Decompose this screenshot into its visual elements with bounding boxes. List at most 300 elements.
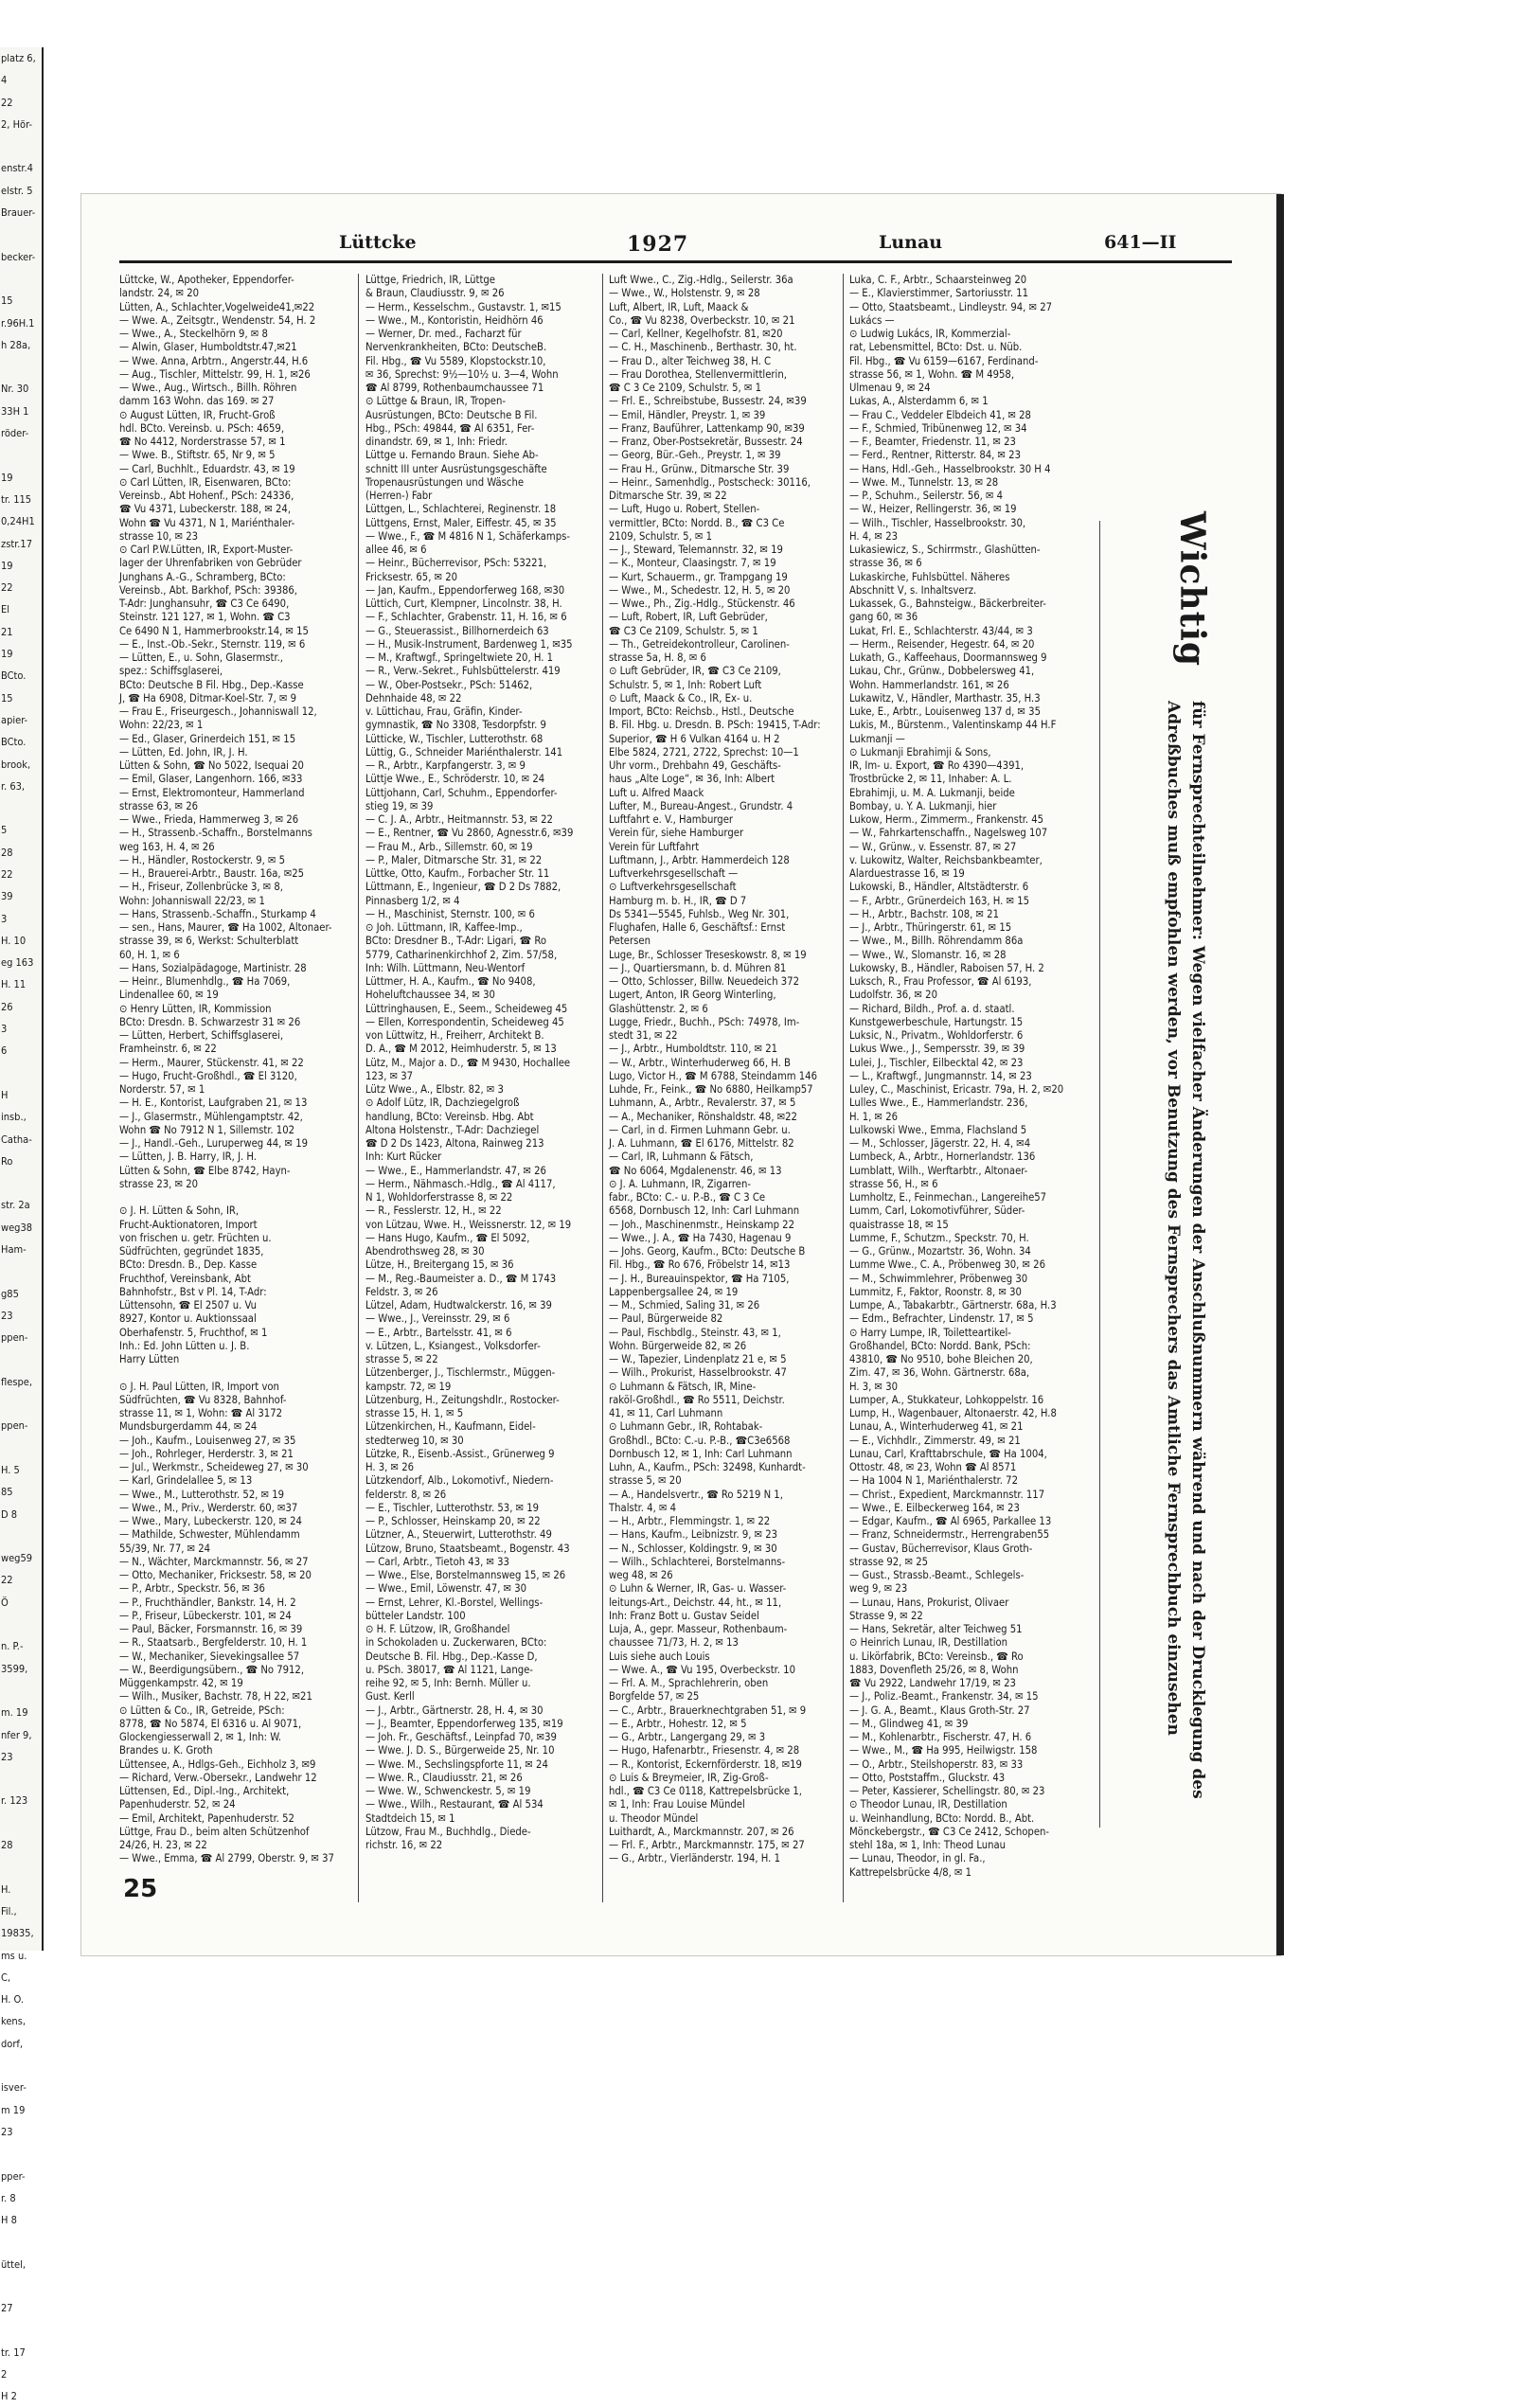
previous-page-fragment: Nr. 30 — [1, 383, 29, 396]
previous-page-fragment: 6 — [1, 1044, 8, 1058]
directory-entry-line: felderstr. 8, ✉ 26 — [365, 1488, 447, 1501]
directory-entry-line: 24/26, H. 23, ✉ 22 — [119, 1839, 207, 1851]
directory-entry-line: — Wwe., M., Kontoristin, Heidhörn 46 — [365, 313, 544, 327]
directory-entry-line: — P., Friseur, Lübeckerstr. 101, ✉ 24 — [119, 1609, 292, 1622]
previous-page-fragment: n. P.- — [1, 1640, 24, 1653]
previous-page-fragment: Catha- — [1, 1133, 32, 1146]
directory-entry-line: von Lützau, Wwe. H., Weissnerstr. 12, ✉ 19 — [365, 1218, 572, 1231]
directory-entry-line: 1883, Dovenfleth 25/26, ✉ 8, Wohn — [849, 1663, 1019, 1676]
directory-entry-line: Lugo, Victor H., ☎ M 6788, Steindamm 146 — [609, 1069, 817, 1082]
directory-entry-line: Lukács — — [849, 313, 895, 327]
directory-entry-line: — Carl, Buchhlt., Eduardstr. 43, ✉ 19 — [119, 462, 295, 475]
directory-entry-line: — Wwe., Ph., Zig.-Hdlg., Stückenstr. 46 — [609, 598, 795, 610]
directory-entry-line: — Lunau, Theodor, in gl. Fa., — [849, 1852, 986, 1865]
directory-entry-line: — Joh. Fr., Geschäftsf., Leinpfad 70, ✉39 — [365, 1731, 557, 1743]
previous-page-fragment: H 2 — [1, 2390, 17, 2403]
directory-entry-line: Lützel, Adam, Hudtwalckerstr. 16, ✉ 39 — [365, 1299, 552, 1311]
directory-entry-line: ⊙ Carl Lütten, IR, Eisenwaren, BCto: — [119, 475, 292, 489]
previous-page-fragment: 23 — [1, 2125, 13, 2138]
previous-page-fragment: 28 — [1, 846, 13, 859]
directory-entry-line: — Frl. A. M., Sprachlehrerin, oben — [609, 1677, 769, 1689]
directory-entry-line: — J., Handl.-Geh., Luruperweg 44, ✉ 19 — [119, 1137, 308, 1150]
directory-entry-line: ☎ Vu 2922, Landwehr 17/19, ✉ 23 — [849, 1677, 1016, 1689]
notice-heading: Wichtig — [1172, 511, 1212, 668]
directory-entry-line: strasse 5a, H. 8, ✉ 6 — [609, 651, 706, 664]
previous-page-fragment: 15 — [1, 691, 13, 705]
previous-page-fragment — [0, 1525, 42, 1547]
previous-page-fragment — [0, 1812, 42, 1834]
directory-entry-line: 6568, Dornbusch 12, Inh: Carl Luhmann — [609, 1204, 800, 1218]
previous-page-fragment: 27 — [1, 2302, 13, 2315]
previous-page-fragment — [0, 1260, 42, 1282]
directory-entry-line: Ebrahimji, u. M. A. Lukmanji, beide — [849, 786, 1015, 799]
directory-entry-line: — sen., Hans, Maurer, ☎ Ha 1002, Altonaer- — [119, 921, 332, 934]
directory-entry-line: Gust. Kerll — [365, 1690, 415, 1703]
directory-entry-line: u. PSch. 38017, ☎ Al 1121, Lange- — [365, 1663, 533, 1676]
directory-entry-line: — Gustav, Bücherrevisor, Klaus Groth- — [849, 1542, 1033, 1555]
previous-page-fragment: 19835, — [1, 1927, 34, 1940]
directory-entry-line: — Gust., Strassb.-Beamt., Schlegels- — [849, 1569, 1025, 1581]
directory-entry-line: ☎ C 3 Ce 2109, Schulstr. 5, ✉ 1 — [609, 382, 761, 394]
directory-entry-line: Feldstr. 3, ✉ 26 — [365, 1285, 438, 1298]
directory-entry-line: — W., Grünw., v. Essenstr. 87, ✉ 27 — [849, 840, 1017, 853]
previous-page-fragment — [0, 1062, 42, 1084]
previous-page-fragment: BCto. — [1, 736, 27, 749]
directory-entry-line: Luis siehe auch Louis — [609, 1650, 710, 1663]
directory-entry-line: — C., Arbtr., Brauerknechtgraben 51, ✉ 9 — [609, 1703, 807, 1717]
directory-entry-line: u. Likörfabrik, BCto: Vereinsb., ☎ Ro — [849, 1650, 1024, 1663]
directory-entry-line: in Schokoladen u. Zuckerwaren, BCto: — [365, 1636, 547, 1650]
directory-entry-line: — Hans Hugo, Kaufm., ☎ El 5092, — [365, 1231, 530, 1244]
directory-entry-line: — E., Tischler, Lutterothstr. 53, ✉ 19 — [365, 1501, 540, 1514]
directory-entry-line: 41, ✉ 11, Carl Luhmann — [609, 1407, 723, 1419]
directory-entry-line: Luhmann, A., Arbtr., Revalerstr. 37, ✉ 5 — [609, 1097, 796, 1110]
directory-entry-line: — H. E., Kontorist, Laufgraben 21, ✉ 13 — [119, 1097, 308, 1110]
directory-entry-line: — Wwe. W., Schwenckestr. 5, ✉ 19 — [365, 1785, 531, 1797]
directory-entry-line: — J. G. A., Beamt., Klaus Groth-Str. 27 — [849, 1703, 1030, 1717]
directory-entry-line: — Carl, IR, Luhmann & Fätsch, — [609, 1150, 754, 1164]
previous-page-fragment — [0, 2055, 42, 2077]
directory-entry-line: Lüttig, G., Schneider Mariénthalerstr. 141 — [365, 745, 563, 758]
previous-page-fragment — [0, 223, 42, 245]
directory-entry-line: Hbg., PSch: 49844, ☎ Al 6351, Fer- — [365, 421, 535, 435]
directory-entry-line: weg 9, ✉ 23 — [849, 1582, 908, 1596]
directory-entry-line — [119, 1366, 352, 1380]
directory-entry-line: ✉ 1, Inh: Frau Louise Mündel — [609, 1798, 745, 1811]
previous-page-fragment: 21 — [1, 625, 13, 638]
directory-entry-line: ⊙ Luftverkehrsgesellschaft — [609, 881, 737, 894]
directory-entry-line: — Lütten, E., u. Sohn, Glasermstr., — [119, 651, 283, 664]
directory-entry-line: Oberhafenstr. 5, Fruchthof, ✉ 1 — [119, 1326, 268, 1339]
previous-page-fragment: weg59 — [1, 1552, 33, 1565]
directory-entry-line: IR, Im- u. Export, ☎ Ro 4390—4391, — [849, 759, 1025, 772]
directory-entry-line: — Frau Dorothea, Stellenvermittlerin, — [609, 367, 787, 381]
directory-entry-line: — Frl. E., Schreibstube, Bussestr. 24, ✉39 — [609, 395, 807, 408]
directory-entry-line: ⊙ Lüttge & Braun, IR, Tropen- — [365, 395, 506, 408]
directory-entry-line: — Carl, in d. Firmen Luhmann Gebr. u. — [609, 1123, 791, 1136]
previous-page-fragment — [0, 2320, 42, 2342]
directory-entry-line: Lütz Wwe., A., Elbstr. 82, ✉ 3 — [365, 1083, 504, 1096]
directory-entry-line: — E., Vichhdlr., Zimmerstr. 49, ✉ 21 — [849, 1434, 1021, 1447]
directory-entry-line: — Heinr., Samenhdlg., Postscheck: 30116, — [609, 475, 811, 489]
previous-page-fragment: ms u. — [1, 1949, 27, 1962]
directory-entry-line: — Luft, Robert, IR, Luft Gebrüder, — [609, 611, 768, 624]
directory-entry-line: Mundsburgerdamm 44, ✉ 24 — [119, 1420, 258, 1434]
directory-entry-line: Lukowski, B., Händler, Altstädterstr. 6 — [849, 881, 1029, 894]
directory-entry-line: — Heinr., Blumenhdlg., ☎ Ha 7069, — [119, 975, 291, 988]
directory-entry-line: — Wwe., Wilh., Restaurant, ☎ Al 534 — [365, 1798, 544, 1811]
directory-entry-line: Lunau, A., Winterhuderweg 41, ✉ 21 — [849, 1420, 1024, 1434]
directory-entry-line: ☎ C3 Ce 2109, Schulstr. 5, ✉ 1 — [609, 624, 758, 637]
directory-entry-line: — Wwe. A., Zeitsgtr., Wendenstr. 54, H. 2 — [119, 313, 316, 327]
directory-entry-line: Lumme Wwe., C. A., Pröbenweg 30, ✉ 26 — [849, 1258, 1045, 1272]
directory-entry-line: Lützenkirchen, H., Kaufmann, Eidel- — [365, 1420, 536, 1434]
directory-entry-line: kampstr. 72, ✉ 19 — [365, 1380, 452, 1393]
previous-page-fragment: h 28a, — [1, 338, 31, 351]
directory-entry-line: Lukat, Frl. E., Schlachterstr. 43/44, ✉ 3 — [849, 624, 1033, 637]
page-header — [81, 232, 1237, 260]
previous-page-fragment: H 8 — [1, 2214, 17, 2227]
directory-entry-line: Lüttmer, H. A., Kaufm., ☎ No 9408, — [365, 975, 536, 988]
directory-entry-line: — P., Schlosser, Heinskamp 20, ✉ 22 — [365, 1515, 541, 1527]
directory-entry-line: Lüttjohann, Carl, Schuhm., Eppendorfer- — [365, 786, 558, 799]
directory-entry-line: 8927, Kontor u. Auktionssaal — [119, 1312, 257, 1326]
directory-entry-line: Flughafen, Halle 6, Geschäftsf.: Ernst — [609, 921, 786, 934]
directory-entry-line: ☎ D 2 Ds 1423, Altona, Rainweg 213 — [365, 1137, 544, 1150]
previous-page-fragment: weg38 — [1, 1221, 33, 1234]
directory-entry-line: fabr., BCto: C.- u. P.-B., ☎ C 3 Ce — [609, 1191, 766, 1204]
directory-entry-line: — Wwe. Anna, Arbtrn., Angerstr.44, H.6 — [119, 354, 309, 367]
directory-entry-line: — Lütten, Ed. John, IR, J. H. — [119, 745, 248, 758]
directory-entry-line: Glockengiesserwall 2, ✉ 1, Inh: W. — [119, 1731, 282, 1743]
previous-page-fragment: H. O. — [1, 1993, 25, 2007]
directory-entry-line: Wohn. Hammerlandstr. 161, ✉ 26 — [849, 678, 1009, 691]
previous-page-fragment: m. 19 — [1, 1706, 28, 1720]
directory-entry-line: Luithardt, A., Marckmannstr. 207, ✉ 26 — [609, 1825, 794, 1838]
header-rule — [119, 260, 1232, 263]
directory-entry-line: — Wwe., M., Lutterothstr. 52, ✉ 19 — [119, 1488, 285, 1501]
directory-entry-line: dinandstr. 69, ✉ 1, Inh: Friedr. — [365, 436, 508, 448]
previous-page-fragment — [0, 2275, 42, 2297]
previous-page-fragment: 19 — [1, 648, 13, 661]
directory-entry-line: — E., Arbtr., Hohestr. 12, ✉ 5 — [609, 1717, 747, 1730]
directory-entry-line: Lüttge, Friedrich, IR, Lüttge — [365, 274, 495, 286]
previous-page-fragment: 22 — [1, 581, 13, 595]
previous-page-fragment: 0,24H1 — [1, 515, 35, 528]
header-left-name: Lüttcke — [339, 232, 417, 253]
directory-entry-line: strasse 39, ✉ 6, Werkst: Schulterblatt — [119, 935, 299, 948]
directory-entry-line: — Emil, Architekt, Papenhuderstr. 52 — [119, 1811, 294, 1825]
directory-entry-line: Altona Holstenstr., T-Adr: Dachziegel — [365, 1123, 540, 1136]
directory-entry-line: — M., Kohlenarbtr., Fischerstr. 47, H. 6 — [849, 1731, 1032, 1743]
directory-entry-line: Schulstr. 5, ✉ 1, Inh: Robert Luft — [609, 678, 762, 691]
directory-entry-line: — Werner, Dr. med., Facharzt für — [365, 328, 522, 340]
directory-entry-line: — Paul, Bäcker, Forsmannstr. 16, ✉ 39 — [119, 1623, 303, 1635]
directory-entry-line: — Wwe., M., Billh. Röhrendamm 86a — [849, 935, 1024, 948]
directory-entry-line: Lumpe, A., Tabakarbtr., Gärtnerstr. 68a, H.3 — [849, 1299, 1057, 1311]
directory-entry-line: raköl-Großhdl., ☎ Ro 5511, Deichstr. — [609, 1393, 785, 1406]
directory-entry-line: — W., Ober-Postsekr., PSch: 51462, — [365, 678, 533, 691]
directory-entry-line: ⊙ Lütten & Co., IR, Getreide, PSch: — [119, 1703, 285, 1717]
directory-entry-line: Lukasiewicz, S., Schirrmstr., Glashütten- — [849, 544, 1041, 556]
directory-entry-line: — Wwe., Else, Borstelmannsweg 15, ✉ 26 — [365, 1569, 566, 1581]
directory-entry-line: — M., Kraftwgf., Springeltwiete 20, H. 1 — [365, 651, 554, 664]
previous-page-fragment: C, — [1, 1971, 11, 1984]
directory-entry-line: Luka, C. F., Arbtr., Schaarsteinweg 20 — [849, 274, 1027, 286]
directory-entry-line: Harry Lütten — [119, 1353, 180, 1365]
directory-entry-line: — G., Steuerassist., Billhornerdeich 63 — [365, 624, 549, 637]
directory-entry-line: — Frl. F., Arbtr., Marckmannstr. 175, ✉ 27 — [609, 1839, 805, 1851]
directory-entry-line: — Paul, Fischbdlg., Steinstr. 43, ✉ 1, — [609, 1326, 781, 1339]
directory-entry-line: — Luft, Hugo u. Robert, Stellen- — [609, 503, 760, 516]
previous-page-fragment — [0, 797, 42, 819]
directory-entry-line: Lütticke, W., Tischler, Lutterothstr. 68 — [365, 732, 544, 745]
directory-entry-line: Lüttringhausen, E., Seem., Scheideweg 45 — [365, 1002, 568, 1015]
directory-entry-line: v. Lukowitz, Walter, Reichsbankbeamter, — [849, 853, 1043, 866]
directory-entry-line: Lützner, A., Steuerwirt, Lutterothstr. 49 — [365, 1528, 552, 1542]
directory-entry-line: schnitt III unter Ausrüstungsgeschäfte — [365, 462, 547, 475]
previous-page-fragment: str. 2a — [1, 1199, 30, 1212]
directory-column-2 — [365, 274, 597, 1893]
directory-entry-line: — Hans, Sekretär, alter Teichweg 51 — [849, 1623, 1023, 1635]
directory-entry-line: Nervenkrankheiten, BCto: DeutscheB. — [365, 341, 547, 354]
directory-entry-line: Lufter, M., Bureau-Angest., Grundstr. 4 — [609, 799, 793, 812]
directory-entry-line: Luftfahrt e. V., Hamburger — [609, 813, 734, 826]
page-right-edge — [1276, 194, 1284, 1955]
directory-entry-line: 60, H. 1, ✉ 6 — [119, 948, 180, 961]
directory-entry-line: — E., Inst.-Ob.-Sekr., Sternstr. 119, ✉ 6 — [119, 637, 306, 651]
directory-entry-line: — Franz, Schneidermstr., Herrengraben55 — [849, 1528, 1050, 1542]
directory-entry-line: — Th., Getreidekontrolleur, Carolinen- — [609, 637, 790, 651]
directory-entry-line: — Frau C., Veddeler Elbdeich 41, ✉ 28 — [849, 408, 1031, 421]
previous-page-fragment — [0, 1856, 42, 1878]
directory-entry-line: — C. J. A., Arbtr., Heitmannstr. 53, ✉ 22 — [365, 813, 553, 826]
directory-entry-line: — W., Fahrkartenschaffn., Nagelsweg 107 — [849, 827, 1048, 840]
directory-entry-line: — E., Arbtr., Bartelsstr. 41, ✉ 6 — [365, 1326, 512, 1339]
directory-entry-line: — Wwe. A., ☎ Vu 195, Overbeckstr. 10 — [609, 1663, 795, 1676]
directory-entry-line: — Otto, Staatsbeamt., Lindleystr. 94, ✉ 27 — [849, 300, 1053, 313]
directory-entry-line: — H., Maschinist, Sternstr. 100, ✉ 6 — [365, 907, 535, 920]
directory-entry-line: — Aug., Tischler, Mittelstr. 99, H. 1, ✉26 — [119, 367, 311, 381]
previous-page-fragment: nfer 9, — [1, 1728, 32, 1741]
directory-entry-line: stieg 19, ✉ 39 — [365, 799, 434, 812]
directory-entry-line: vermittler, BCto: Nordd. B., ☎ C3 Ce — [609, 516, 785, 529]
directory-entry-line: 55/39, Nr. 77, ✉ 24 — [119, 1542, 211, 1555]
directory-entry-line: — Wwe., Frieda, Hammerweg 3, ✉ 26 — [119, 813, 299, 826]
previous-page-fragment: 5 — [1, 824, 8, 837]
directory-entry-line: Hoheluftchaussee 34, ✉ 30 — [365, 989, 495, 1002]
previous-page-fragment: platz 6, — [1, 52, 36, 64]
directory-entry-line: Lüttich, Curt, Klempner, Lincolnstr. 38, H. — [365, 598, 562, 610]
directory-entry-line: Fricksestr. 65, ✉ 20 — [365, 570, 458, 583]
previous-page-fragment: Brauer- — [1, 206, 36, 220]
directory-entry-line: ⊙ Theodor Lunau, IR, Destillation — [849, 1798, 1007, 1811]
directory-entry-line: Wohn: Johanniswall 22/23, ✉ 1 — [119, 894, 265, 907]
previous-page-fragment — [0, 1768, 42, 1790]
directory-entry-line: Superior, ☎ H 6 Vulkan 4164 u. H 2 — [609, 732, 780, 745]
directory-entry-line: — Frau M., Arb., Sillemstr. 60, ✉ 19 — [365, 840, 533, 853]
directory-entry-line: — Frau E., Friseurgesch., Johanniswall 12, — [119, 705, 317, 718]
previous-page-fragment — [0, 2231, 42, 2253]
directory-entry-line: — Lütten, J. B. Harry, IR, J. H. — [119, 1150, 257, 1164]
directory-entry-line: — L., Kraftwgf., Jungmannstr. 14, ✉ 23 — [849, 1069, 1032, 1082]
previous-page-fragment: insb., — [1, 1111, 27, 1124]
directory-entry-line: ☎ No 6064, Mgdalenenstr. 46, ✉ 13 — [609, 1164, 782, 1177]
directory-entry-line: landstr. 24, ✉ 20 — [119, 287, 200, 300]
directory-entry-line: 5779, Catharinenkirchhof 2, Zim. 57/58, — [365, 948, 558, 961]
previous-page-fragment — [0, 1437, 42, 1459]
directory-entry-line: Trostbrücke 2, ✉ 11, Inhaber: A. L. — [849, 773, 1012, 786]
directory-entry-line: — J., Arbtr., Humboldtstr. 110, ✉ 21 — [609, 1043, 778, 1056]
previous-page-fragment: ppen- — [1, 1419, 28, 1433]
directory-entry-line: H. 3, ✉ 26 — [365, 1461, 414, 1473]
directory-column-1 — [119, 274, 352, 1893]
directory-entry-line: — J., Glasermstr., Mühlengamptstr. 42, — [119, 1110, 303, 1123]
directory-column-3 — [609, 274, 836, 1893]
directory-entry-line: — P., Maler, Ditmarsche Str. 31, ✉ 22 — [365, 853, 543, 866]
directory-entry-line: Frucht-Auktionatoren, Import — [119, 1218, 258, 1231]
previous-page-fragment: 19 — [1, 471, 13, 484]
previous-page-fragment — [0, 1172, 42, 1194]
directory-entry-line: Uhr vorm., Drehbahn 49, Geschäfts- — [609, 759, 781, 772]
directory-entry-line: Abschnitt V, s. Inhaltsverz. — [849, 583, 977, 597]
directory-entry-line: Südfrüchten, ☎ Vu 8328, Bahnhof- — [119, 1393, 287, 1406]
previous-page-fragment: H. 5 — [1, 1464, 20, 1476]
previous-page-fragment — [0, 1680, 42, 1702]
directory-entry-line: — Herm., Maurer, Stückenstr. 41, ✉ 22 — [119, 1056, 304, 1069]
directory-entry-line: Stadtdeich 15, ✉ 1 — [365, 1811, 455, 1825]
directory-column-4 — [849, 274, 1077, 1893]
previous-page-fragment: 39 — [1, 890, 13, 903]
directory-entry-line: stedt 31, ✉ 22 — [609, 1029, 678, 1042]
directory-entry-line: — J. H., Bureauinspektor, ☎ Ha 7105, — [609, 1272, 790, 1285]
directory-entry-line: — Wwe., Emil, Löwenstr. 47, ✉ 30 — [365, 1582, 527, 1596]
directory-entry-line: ✉ 36, Sprechst: 9½—10½ u. 3—4, Wohn — [365, 367, 559, 381]
directory-entry-line: Kunstgewerbeschule, Hartungstr. 15 — [849, 1015, 1024, 1028]
directory-entry-line: Lukowsky, B., Händler, Raboisen 57, H. 2 — [849, 961, 1044, 974]
directory-entry-line: — J., Steward, Telemannstr. 32, ✉ 19 — [609, 544, 783, 556]
previous-page-fragment: 33H 1 — [1, 404, 29, 418]
directory-entry-line: — Ellen, Korrespondentin, Scheideweg 45 — [365, 1015, 564, 1028]
directory-entry-line: (Herren-) Fabr — [365, 490, 433, 502]
directory-entry-line: — F., Schlachter, Grabenstr. 11, H. 16, ✉ 6 — [365, 611, 567, 624]
directory-entry-line: — Wilh., Musiker, Bachstr. 78, H 22, ✉21 — [119, 1690, 312, 1703]
directory-entry-line: — F., Beamter, Friedenstr. 11, ✉ 23 — [849, 436, 1016, 448]
directory-entry-line: Lukis, M., Bürstenm., Valentinskamp 44 H.F — [849, 719, 1057, 732]
directory-entry-line: Thalstr. 4, ✉ 4 — [609, 1501, 677, 1514]
directory-entry-line: spez.: Schiffsglaserei, — [119, 665, 223, 678]
directory-entry-line: T-Adr: Junghansuhr, ☎ C3 Ce 6490, — [119, 598, 290, 610]
directory-entry-line: Lütze, H., Breitergang 15, ✉ 36 — [365, 1258, 514, 1272]
directory-entry-line: — Hugo, Frucht-Großhdl., ☎ El 3120, — [119, 1069, 297, 1082]
directory-entry-line: — Otto, Mechaniker, Fricksestr. 58, ✉ 20 — [119, 1569, 312, 1581]
directory-entry-line: Framheinstr. 6, ✉ 22 — [119, 1043, 217, 1056]
previous-page-fragment: 28 — [1, 1839, 13, 1852]
directory-entry-line: — Wilh., Tischler, Hasselbrookstr. 30, — [849, 516, 1026, 529]
directory-entry-line: Lappenbergsallee 24, ✉ 19 — [609, 1285, 739, 1298]
directory-entry-line: Ditmarsche Str. 39, ✉ 22 — [609, 490, 727, 502]
previous-page-fragment: m 19 — [1, 2103, 26, 2116]
directory-entry-line: Lüttgens, Ernst, Maler, Eiffestr. 45, ✉ 35 — [365, 516, 557, 529]
directory-entry-line: — Joh., Maschinenmstr., Heinskamp 22 — [609, 1218, 794, 1231]
directory-entry-line: — Frau H., Grünw., Ditmarsche Str. 39 — [609, 462, 790, 475]
directory-entry-line: ⊙ Heinrich Lunau, IR, Destillation — [849, 1636, 1008, 1650]
directory-entry-line: gang 60, ✉ 36 — [849, 611, 918, 624]
directory-entry-line: Steinstr. 121 127, ✉ 1, Wohn. ☎ C3 — [119, 611, 291, 624]
directory-entry-line: quaistrasse 18, ✉ 15 — [849, 1218, 949, 1231]
directory-entry-line: Lüttje Wwe., E., Schröderstr. 10, ✉ 24 — [365, 773, 545, 786]
directory-entry-line: — J., Poliz.-Beamt., Frankenstr. 34, ✉ 15 — [849, 1690, 1039, 1703]
previous-page-fragment: 22 — [1, 1574, 13, 1587]
previous-page-fragment: BCto. — [1, 669, 27, 683]
directory-entry-line: — G., Arbtr., Langergang 29, ✉ 3 — [609, 1731, 766, 1743]
directory-entry-line: — Richard, Verw.-Obersekr., Landwehr 12 — [119, 1771, 317, 1784]
previous-page-fragment: 22 — [1, 96, 13, 109]
header-page-number: 641—II — [1104, 232, 1177, 253]
directory-entry-line: Lumm, Carl, Lokomotivführer, Süder- — [849, 1204, 1025, 1218]
previous-page-fragment: flespe, — [1, 1375, 32, 1388]
directory-entry-line: — Wwe. B., Stiftstr. 65, Nr 9, ✉ 5 — [119, 449, 276, 462]
directory-entry-line: Lützenberger, J., Tischlermstr., Müggen- — [365, 1366, 556, 1380]
directory-entry-line: Pinnasberg 1/2, ✉ 4 — [365, 894, 460, 907]
directory-entry-line: Lützke, R., Eisenb.-Assist., Grünerweg 9 — [365, 1447, 555, 1460]
directory-entry-line: — Edm., Befrachter, Lindenstr. 17, ✉ 5 — [849, 1312, 1034, 1326]
directory-entry-line: ⊙ Harry Lumpe, IR, Toiletteartikel- — [849, 1326, 1011, 1339]
directory-entry-line: — H., Arbtr., Flemmingstr. 1, ✉ 22 — [609, 1515, 771, 1527]
directory-entry-line: — P., Fruchthändler, Bankstr. 14, H. 2 — [119, 1596, 296, 1609]
previous-page-fragment: 26 — [1, 1000, 13, 1013]
directory-entry-line: — W., Arbtr., Winterhuderweg 66, H. B — [609, 1056, 791, 1069]
directory-entry-line: 123, ✉ 37 — [365, 1069, 414, 1082]
previous-page-fragment — [0, 1614, 42, 1635]
directory-entry-line: — R., Kontorist, Eckernförderstr. 18, ✉19 — [609, 1757, 802, 1771]
directory-entry-line: Lützenburg, H., Zeitungshdlr., Rostocker- — [365, 1393, 560, 1406]
directory-entry-line: Lukas, A., Alsterdamm 6, ✉ 1 — [849, 395, 989, 408]
previous-page-fragment: elstr. 5 — [1, 184, 33, 197]
previous-page-fragment: isver- — [1, 2081, 27, 2095]
previous-page-fragment: zstr.17 — [1, 537, 33, 550]
directory-entry-line: — J., Arbtr., Thüringerstr. 61, ✉ 15 — [849, 921, 1012, 934]
directory-entry-line: Lützow, Frau M., Buchhdlg., Diede- — [365, 1825, 531, 1838]
directory-entry-line: — H., Friseur, Zollenbrücke 3, ✉ 8, — [119, 881, 283, 894]
directory-entry-line: Borgfelde 57, ✉ 25 — [609, 1690, 700, 1703]
directory-entry-line: — Wwe., J. A., ☎ Ha 7430, Hagenau 9 — [609, 1231, 792, 1244]
directory-entry-line: ☎ No 4412, Norderstrasse 57, ✉ 1 — [119, 436, 286, 448]
directory-entry-line: strasse 11, ✉ 1, Wohn: ☎ Al 3172 — [119, 1407, 283, 1419]
directory-entry-line: u. Weinhandlung, BCto: Nordd. B., Abt. — [849, 1811, 1035, 1825]
directory-page — [81, 194, 1280, 1955]
previous-page-fragment: 23 — [1, 1309, 13, 1322]
previous-page-fragment: H. 10 — [1, 934, 27, 947]
directory-entry-line: — F., Arbtr., Grünerdeich 163, H. ✉ 15 — [849, 894, 1030, 907]
previous-page-fragment: Ham- — [1, 1243, 27, 1257]
directory-entry-line: Luley, C., Maschinist, Ericastr. 79a, H. 2, ✉20 — [849, 1083, 1064, 1096]
directory-entry-line: Hamburg m. b. H., IR, ☎ D 7 — [609, 894, 747, 907]
notice-body: für Fernsprechteilnehmer: Wegen vielfacher Änderungen der Anschlußnummern während und nach der Drucklegung des Adreßbuches muß empfohlen werden, vor Benutzung des Fernsprechers das Amtliche Fernsprechbuch einzusehen — [1164, 701, 1207, 1799]
directory-entry-line: chaussee 71/73, H. 2, ✉ 13 — [609, 1636, 739, 1650]
directory-entry-line: Import, BCto: Reichsb., Hstl., Deutsche — [609, 705, 794, 718]
previous-page-fragment: Ö — [1, 1596, 9, 1609]
previous-page-fragment — [0, 356, 42, 378]
directory-entry-line: — Joh., Rohrleger, Herderstr. 3, ✉ 21 — [119, 1447, 294, 1460]
directory-entry-line: — Joh., Kaufm., Louisenweg 27, ✉ 35 — [119, 1434, 296, 1447]
previous-page-fragment: H. 11 — [1, 978, 27, 991]
directory-entry-line: H. 4, ✉ 23 — [849, 529, 898, 543]
directory-entry-line: Lukau, Chr., Grünw., Dobbelersweg 41, — [849, 665, 1035, 678]
directory-entry-line: Fil. Hbg., ☎ Ro 676, Fröbelstr 14, ✉13 — [609, 1258, 791, 1272]
directory-entry-line: Lumblatt, Wilh., Werftarbtr., Altonaer- — [849, 1164, 1028, 1177]
directory-entry-line: u. Theodor Mündel — [609, 1811, 699, 1825]
